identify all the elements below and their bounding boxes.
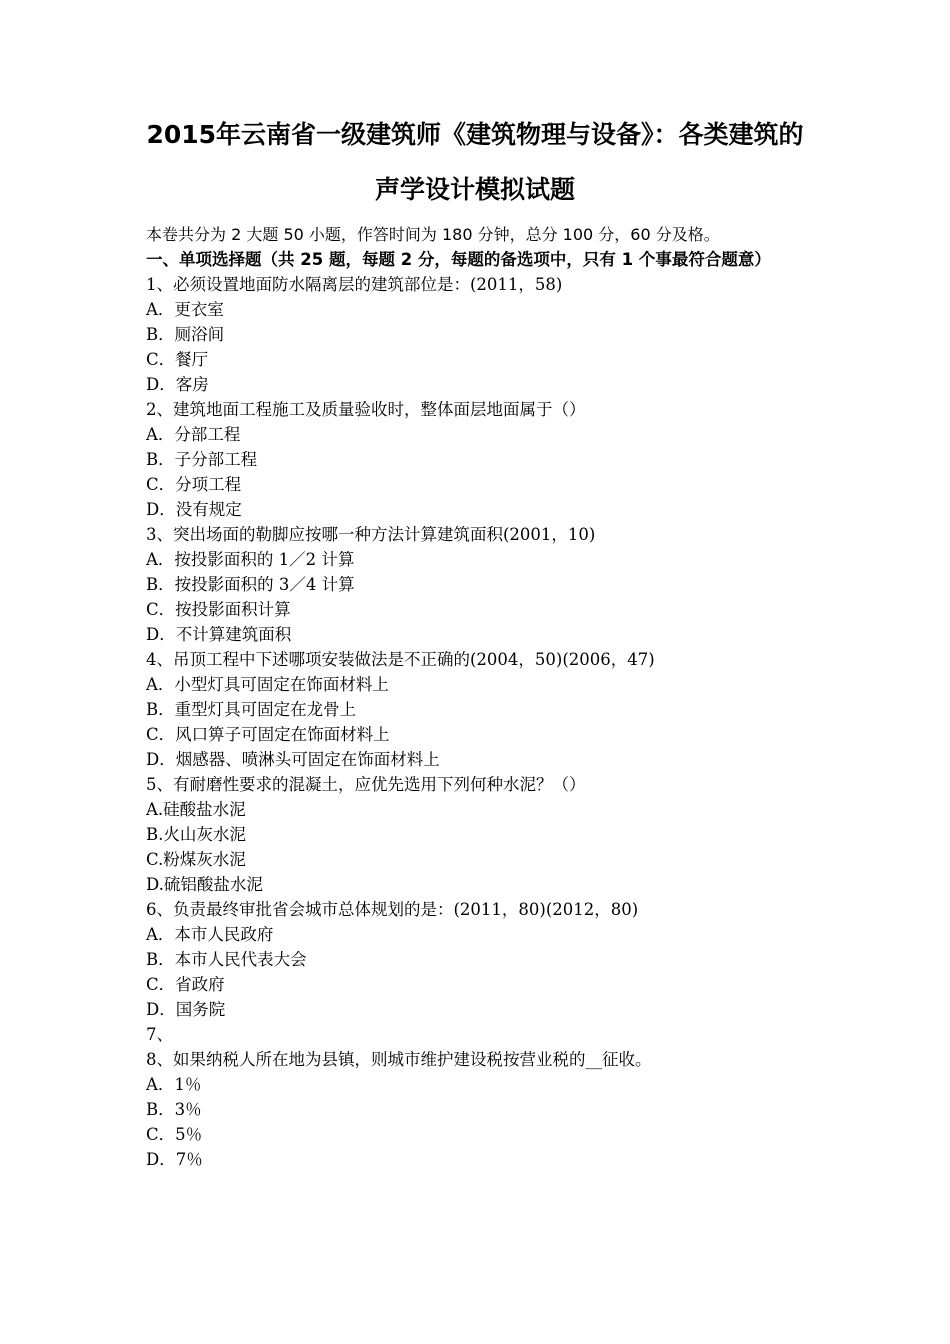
section-heading: 一、单项选择题（共 25 题，每题 2 分，每题的备选项中，只有 1 个事最符合题意）	[146, 250, 771, 269]
question-6	[146, 897, 826, 1022]
question-stem: 4、吊顶工程中下述哪项安装做法是不正确的(2004，50)(2006，47)	[146, 650, 655, 669]
question-stem: 2、建筑地面工程施工及质量验收时，整体面层地面属于（）	[146, 400, 586, 419]
question-stem: 7、	[146, 1025, 173, 1044]
question-option: A．按投影面积的 1／2 计算	[146, 550, 355, 569]
question-4	[146, 647, 826, 772]
exam-intro: 本卷共分为 2 大题 50 小题，作答时间为 180 分钟，总分 100 分，60 分及格。	[146, 225, 720, 244]
question-option: A．分部工程	[146, 425, 241, 444]
question-option: D.硫铝酸盐水泥	[146, 875, 263, 894]
question-option: A．1％	[146, 1075, 202, 1094]
question-stem: 3、突出场面的勒脚应按哪一种方法计算建筑面积(2001，10)	[146, 525, 596, 544]
question-option: A.硅酸盐水泥	[146, 800, 246, 819]
question-option: C.粉煤灰水泥	[146, 850, 246, 869]
question-stem: 6、负责最终审批省会城市总体规划的是：(2011，80)(2012，80)	[146, 900, 639, 919]
question-option: B．按投影面积的 3／4 计算	[146, 575, 355, 594]
question-option: D．客房	[146, 375, 209, 394]
question-option: A．本市人民政府	[146, 925, 274, 944]
question-option: C．5％	[146, 1125, 203, 1144]
question-option: B．子分部工程	[146, 450, 258, 469]
question-8	[146, 1047, 826, 1172]
question-option: B.火山灰水泥	[146, 825, 246, 844]
document-title-line-2: 声学设计模拟试题	[374, 175, 575, 204]
question-option: D．烟感器、喷淋头可固定在饰面材料上	[146, 750, 440, 769]
question-option: C．按投影面积计算	[146, 600, 291, 619]
question-option: D．没有规定	[146, 500, 242, 519]
document-body	[146, 222, 826, 1172]
question-7	[146, 1022, 826, 1047]
question-stem: 8、如果纳税人所在地为县镇，则城市维护建设税按营业税的__征收。	[146, 1050, 652, 1069]
question-option: B．厕浴间	[146, 325, 225, 344]
question-option: C．风口箅子可固定在饰面材料上	[146, 725, 390, 744]
question-option: D．国务院	[146, 1000, 226, 1019]
document-title-line-1: 2015年云南省一级建筑师《建筑物理与设备》：各类建筑的	[146, 120, 804, 149]
question-3	[146, 522, 826, 647]
question-5	[146, 772, 826, 897]
question-option: C．餐厅	[146, 350, 209, 369]
question-stem: 1、必须设置地面防水隔离层的建筑部位是：(2011，58)	[146, 275, 563, 294]
question-option: B．本市人民代表大会	[146, 950, 307, 969]
question-option: C．分项工程	[146, 475, 242, 494]
question-option: C．省政府	[146, 975, 225, 994]
question-option: D．7％	[146, 1150, 203, 1169]
question-option: B．3％	[146, 1100, 202, 1119]
question-option: A．小型灯具可固定在饰面材料上	[146, 675, 389, 694]
question-stem: 5、有耐磨性要求的混凝土，应优先选用下列何种水泥？（）	[146, 775, 586, 794]
question-option: A．更衣室	[146, 300, 224, 319]
question-option: D．不计算建筑面积	[146, 625, 292, 644]
question-2	[146, 397, 826, 522]
question-option: B．重型灯具可固定在龙骨上	[146, 700, 357, 719]
question-1	[146, 272, 826, 397]
